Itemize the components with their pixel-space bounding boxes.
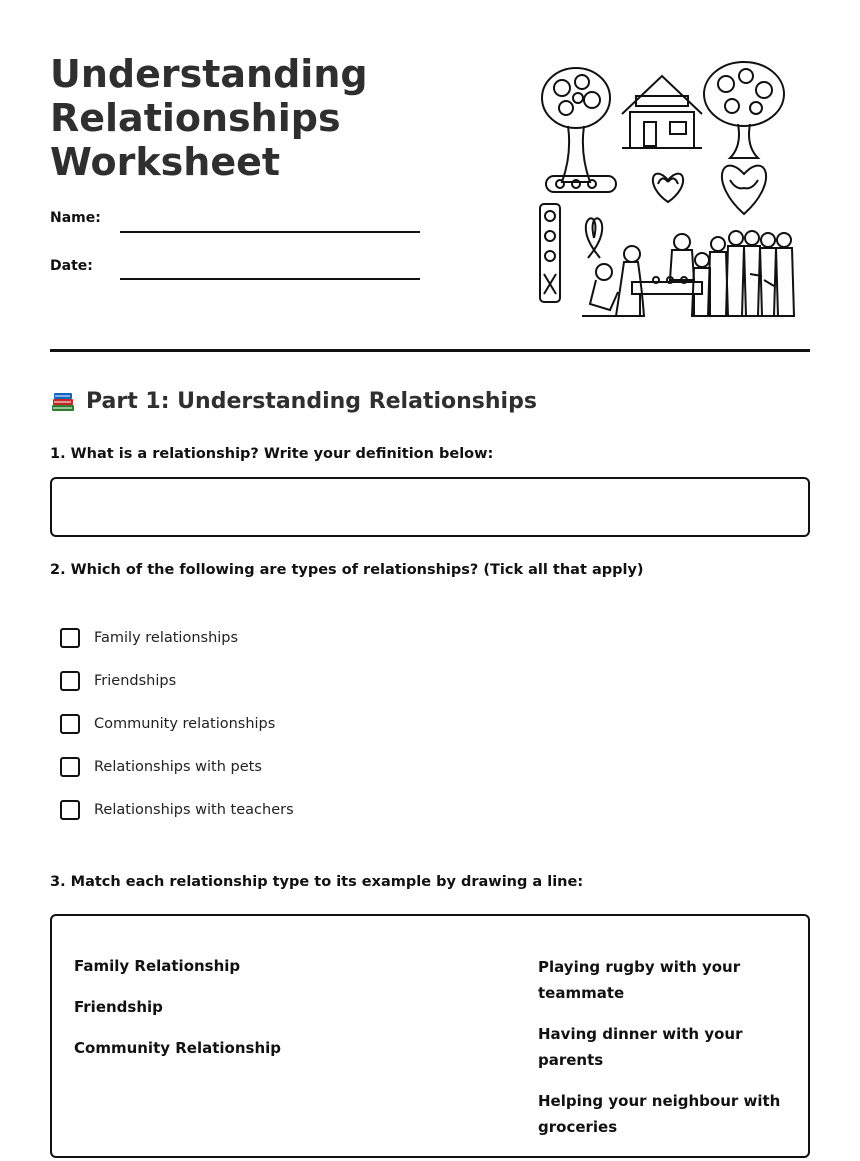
part1-heading (50, 388, 537, 414)
option-friendships[interactable] (60, 671, 176, 691)
match-right-column (538, 954, 800, 1155)
header-divider (50, 349, 810, 352)
match-left-column (74, 954, 374, 1077)
date-label: Date: (50, 258, 93, 274)
date-input-line[interactable] (120, 278, 420, 280)
question-2: 2. Which of the following are types of relationships? (Tick all that apply) (50, 562, 644, 578)
option-label: Relationships with teachers (94, 802, 294, 818)
checkbox[interactable] (60, 714, 80, 734)
option-pets[interactable] (60, 757, 262, 777)
option-label: Relationships with pets (94, 759, 262, 775)
worksheet-title: Understanding Relationships Worksheet (50, 52, 368, 184)
matching-box[interactable] (50, 914, 810, 1158)
match-left-item[interactable]: Community Relationship (74, 1039, 282, 1057)
match-left-item[interactable]: Family Relationship (74, 957, 241, 975)
books-icon (50, 388, 76, 414)
checkbox[interactable] (60, 757, 80, 777)
option-teachers[interactable] (60, 800, 294, 820)
part1-title: Part 1: Understanding Relationships (86, 388, 537, 414)
match-left-item[interactable]: Friendship (74, 998, 163, 1016)
definition-answer-box[interactable] (50, 477, 810, 537)
option-family[interactable] (60, 628, 238, 648)
name-input-line[interactable] (120, 231, 420, 233)
question-3: 3. Match each relationship type to its example by drawing a line: (50, 874, 584, 890)
checkbox[interactable] (60, 628, 80, 648)
option-community[interactable] (60, 714, 275, 734)
match-right-item[interactable]: Playing rugby with your teammate (538, 958, 741, 1002)
option-label: Community relationships (94, 716, 276, 732)
checkbox[interactable] (60, 800, 80, 820)
question-1: 1. What is a relationship? Write your definition below: (50, 446, 494, 462)
option-label: Family relationships (94, 630, 239, 646)
option-label: Friendships (94, 673, 177, 689)
checkbox[interactable] (60, 671, 80, 691)
match-right-item[interactable]: Having dinner with your parents (538, 1025, 743, 1069)
name-label: Name: (50, 210, 101, 226)
relationships-illustration (532, 54, 802, 326)
match-right-item[interactable]: Helping your neighbour with groceries (538, 1092, 781, 1136)
